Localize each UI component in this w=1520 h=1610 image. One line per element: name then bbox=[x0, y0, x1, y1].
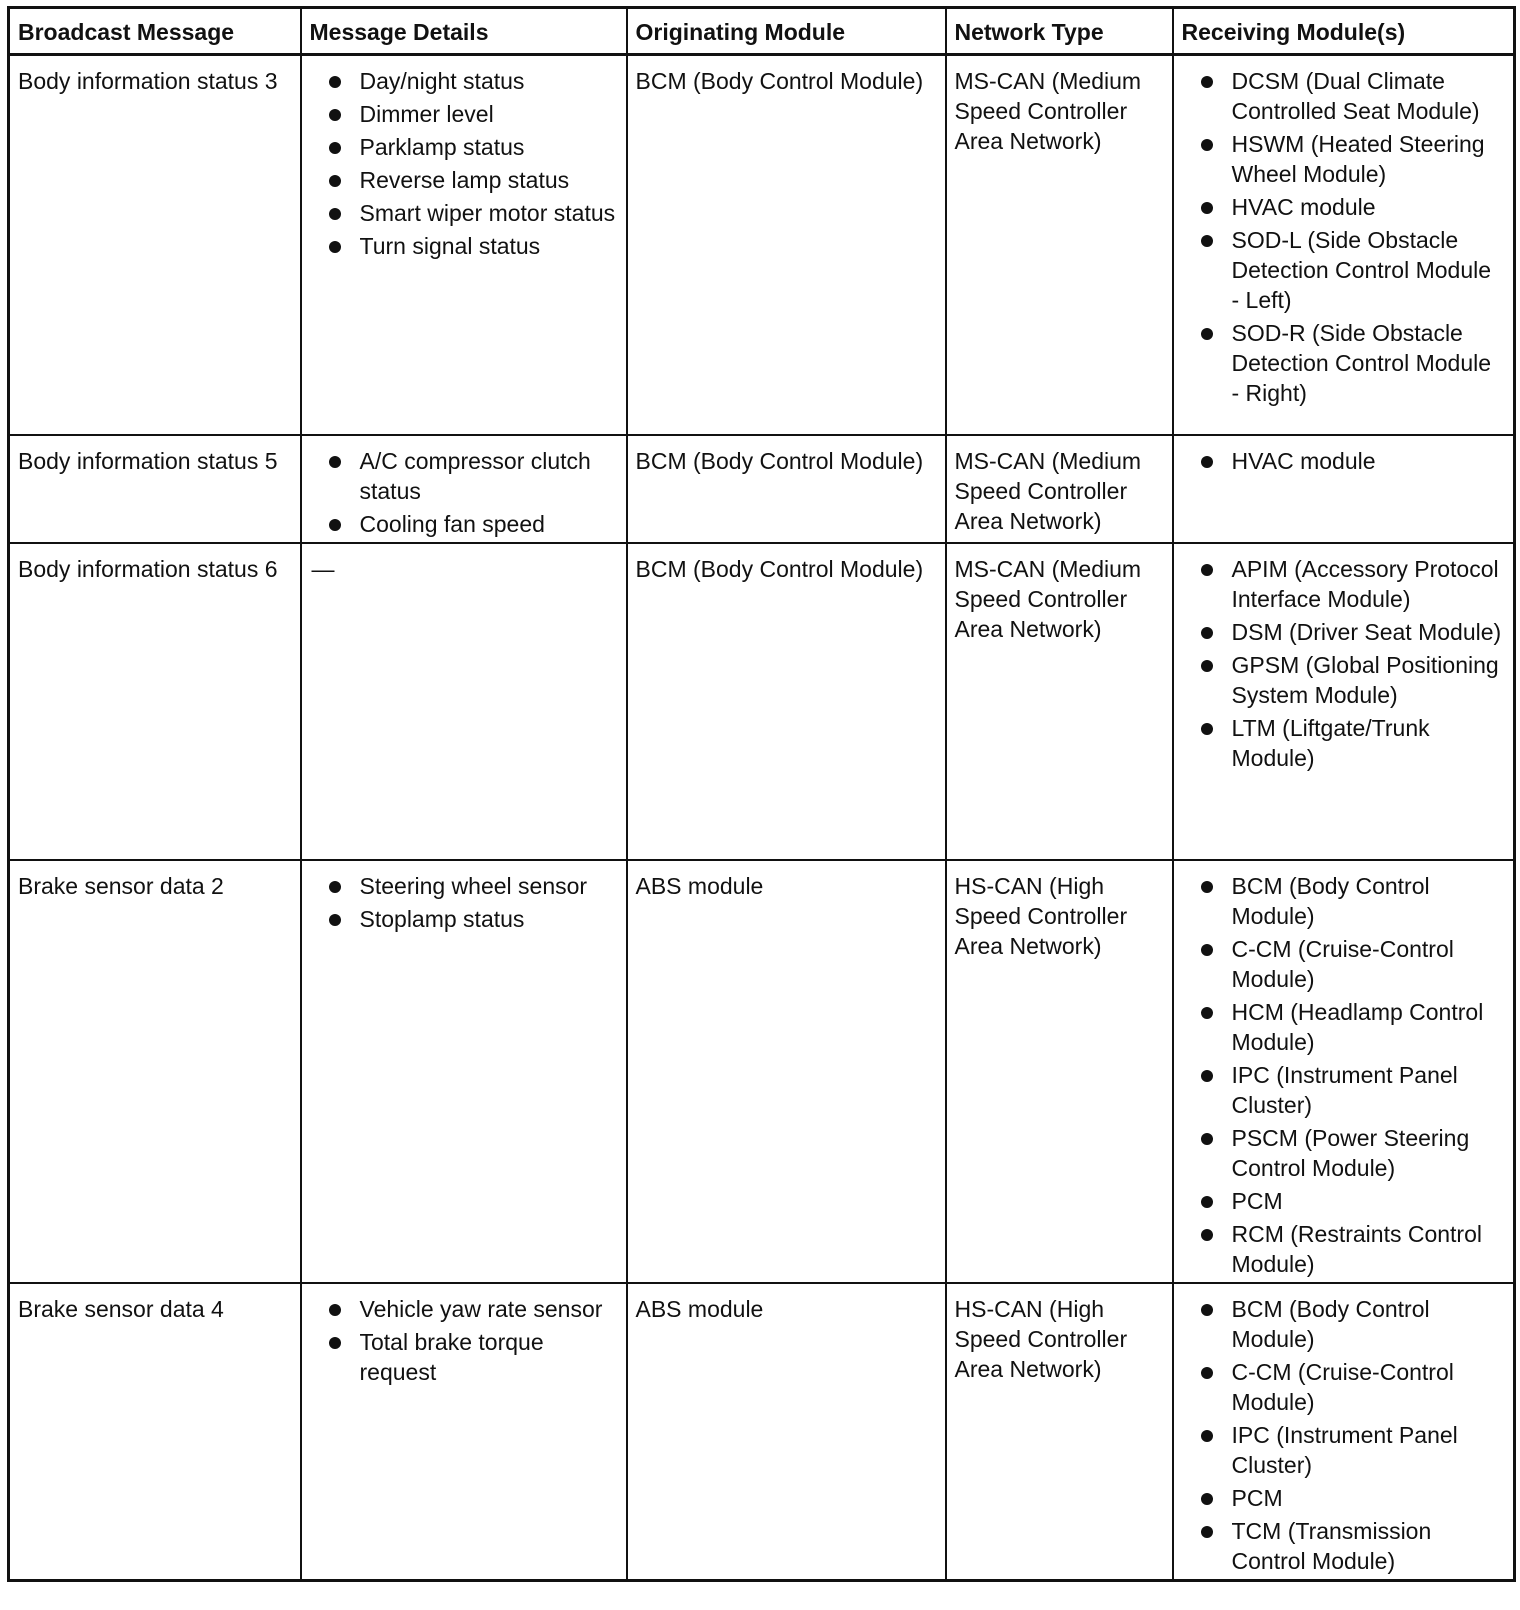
originating-module-cell: BCM (Body Control Module) bbox=[627, 55, 946, 435]
header-broadcast-message: Broadcast Message bbox=[9, 8, 301, 55]
originating-module-cell: ABS module bbox=[627, 1283, 946, 1581]
message-detail-item: Vehicle yaw rate sensor bbox=[312, 1294, 618, 1324]
receiving-module-item: IPC (Instrument Panel Cluster) bbox=[1184, 1420, 1506, 1480]
receiving-module-item: IPC (Instrument Panel Cluster) bbox=[1184, 1060, 1506, 1120]
message-details-list bbox=[312, 871, 618, 934]
message-detail-item: Smart wiper motor status bbox=[312, 198, 618, 228]
message-details-cell bbox=[301, 55, 627, 435]
header-network-type: Network Type bbox=[946, 8, 1173, 55]
receiving-module-item: TCM (Transmission Control Module) bbox=[1184, 1516, 1506, 1576]
receiving-modules-list bbox=[1184, 446, 1506, 476]
header-message-details: Message Details bbox=[301, 8, 627, 55]
broadcast-message-cell: Body information status 3 bbox=[9, 55, 301, 435]
receiving-module-item: SOD-L (Side Obstacle Detection Control Module - Left) bbox=[1184, 225, 1506, 315]
receiving-module-item: BCM (Body Control Module) bbox=[1184, 871, 1506, 931]
header-originating-module: Originating Module bbox=[627, 8, 946, 55]
receiving-module-item: LTM (Liftgate/Trunk Module) bbox=[1184, 713, 1506, 773]
message-details-cell bbox=[301, 860, 627, 1283]
receiving-module-item: C-CM (Cruise-Control Module) bbox=[1184, 1357, 1506, 1417]
receiving-modules-cell bbox=[1173, 435, 1515, 543]
receiving-modules-list bbox=[1184, 554, 1506, 773]
receiving-modules-list bbox=[1184, 66, 1506, 408]
receiving-module-item: BCM (Body Control Module) bbox=[1184, 1294, 1506, 1354]
message-details-list bbox=[312, 1294, 618, 1387]
message-detail-item: Steering wheel sensor bbox=[312, 871, 618, 901]
message-details-cell bbox=[301, 543, 627, 860]
originating-module-cell: BCM (Body Control Module) bbox=[627, 435, 946, 543]
receiving-module-item: HSWM (Heated Steering Wheel Module) bbox=[1184, 129, 1506, 189]
header-row bbox=[9, 8, 1515, 55]
receiving-module-item: SOD-R (Side Obstacle Detection Control Module - Right) bbox=[1184, 318, 1506, 408]
receiving-module-item: RCM (Restraints Control Module) bbox=[1184, 1219, 1506, 1279]
message-details-cell bbox=[301, 435, 627, 543]
network-type-cell: MS-CAN (Medium Speed Controller Area Network) bbox=[946, 543, 1173, 860]
receiving-modules-cell bbox=[1173, 543, 1515, 860]
message-detail-item: Turn signal status bbox=[312, 231, 618, 261]
receiving-modules-cell bbox=[1173, 860, 1515, 1283]
receiving-module-item: C-CM (Cruise-Control Module) bbox=[1184, 934, 1506, 994]
message-detail-item: Total brake torque request bbox=[312, 1327, 618, 1387]
network-type-cell: MS-CAN (Medium Speed Controller Area Network) bbox=[946, 55, 1173, 435]
message-details-cell bbox=[301, 1283, 627, 1581]
receiving-module-item: PSCM (Power Steering Control Module) bbox=[1184, 1123, 1506, 1183]
broadcast-message-cell: Brake sensor data 2 bbox=[9, 860, 301, 1283]
table-row bbox=[9, 1283, 1515, 1581]
receiving-modules-list bbox=[1184, 871, 1506, 1279]
receiving-module-item: HVAC module bbox=[1184, 192, 1506, 222]
network-type-cell: HS-CAN (High Speed Controller Area Network) bbox=[946, 860, 1173, 1283]
message-detail-item: Stoplamp status bbox=[312, 904, 618, 934]
module-communication-table bbox=[7, 6, 1516, 1582]
receiving-module-item: PCM bbox=[1184, 1483, 1506, 1513]
network-type-cell: HS-CAN (High Speed Controller Area Network) bbox=[946, 1283, 1173, 1581]
message-detail-item: Day/night status bbox=[312, 66, 618, 96]
broadcast-message-cell: Brake sensor data 4 bbox=[9, 1283, 301, 1581]
table-row bbox=[9, 435, 1515, 543]
message-detail-item: Parklamp status bbox=[312, 132, 618, 162]
table-body bbox=[9, 55, 1515, 1581]
broadcast-message-cell: Body information status 5 bbox=[9, 435, 301, 543]
broadcast-message-cell: Body information status 6 bbox=[9, 543, 301, 860]
originating-module-cell: BCM (Body Control Module) bbox=[627, 543, 946, 860]
message-detail-item: Cooling fan speed bbox=[312, 509, 618, 539]
message-details-list bbox=[312, 446, 618, 539]
receiving-module-item: DSM (Driver Seat Module) bbox=[1184, 617, 1506, 647]
empty-details-dash: — bbox=[311, 555, 335, 582]
table-row bbox=[9, 860, 1515, 1283]
receiving-modules-cell bbox=[1173, 1283, 1515, 1581]
header-receiving-modules: Receiving Module(s) bbox=[1173, 8, 1515, 55]
receiving-module-item: HCM (Headlamp Control Module) bbox=[1184, 997, 1506, 1057]
message-detail-item: Reverse lamp status bbox=[312, 165, 618, 195]
table-row bbox=[9, 543, 1515, 860]
receiving-module-item: PCM bbox=[1184, 1186, 1506, 1216]
message-detail-item: A/C compressor clutch status bbox=[312, 446, 618, 506]
receiving-module-item: DCSM (Dual Climate Controlled Seat Module) bbox=[1184, 66, 1506, 126]
receiving-module-item: APIM (Accessory Protocol Interface Module) bbox=[1184, 554, 1506, 614]
message-details-list bbox=[312, 66, 618, 261]
receiving-module-item: HVAC module bbox=[1184, 446, 1506, 476]
receiving-modules-cell bbox=[1173, 55, 1515, 435]
receiving-module-item: GPSM (Global Positioning System Module) bbox=[1184, 650, 1506, 710]
table-row bbox=[9, 55, 1515, 435]
network-type-cell: MS-CAN (Medium Speed Controller Area Network) bbox=[946, 435, 1173, 543]
message-detail-item: Dimmer level bbox=[312, 99, 618, 129]
receiving-modules-list bbox=[1184, 1294, 1506, 1576]
originating-module-cell: ABS module bbox=[627, 860, 946, 1283]
